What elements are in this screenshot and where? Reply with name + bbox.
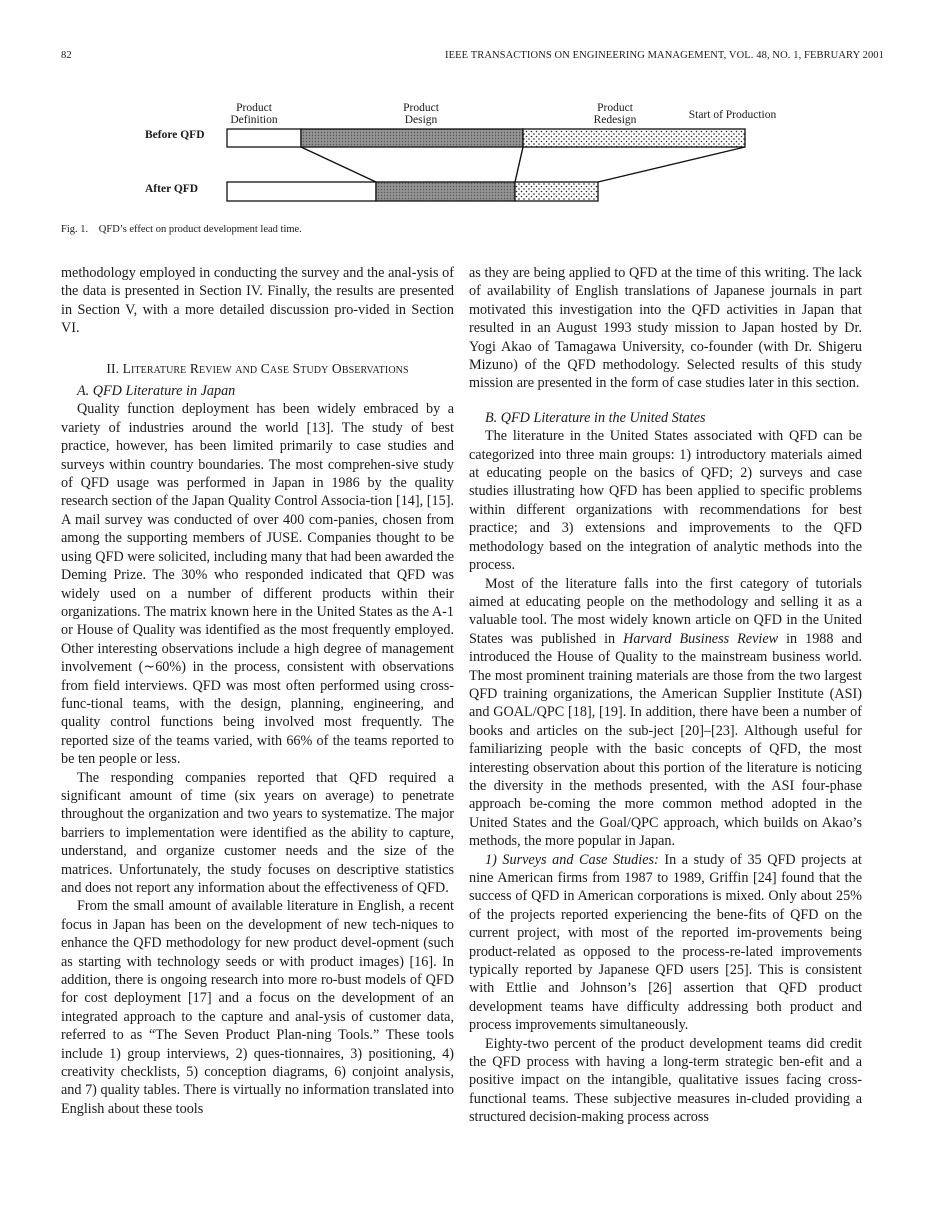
subsubsection-heading: 1) Surveys and Case Studies: bbox=[485, 851, 659, 868]
caption-text: QFD’s effect on product development lead time. bbox=[98, 224, 302, 235]
figure-lead-time bbox=[0, 95, 950, 215]
journal-title: IEEE TRANSACTIONS ON ENGINEERING MANAGEMENT, VOL. 48, NO. 1, FEBRUARY 2001 bbox=[445, 50, 884, 61]
row-label-after: After QFD bbox=[145, 183, 199, 195]
journal-name: Harvard Business Review bbox=[623, 630, 779, 647]
paragraph bbox=[469, 851, 862, 1035]
label-line: Design bbox=[404, 114, 438, 126]
paragraph: Eighty-two percent of the product development teams did credit the QFD process with having a long-term strategic ben-efit and a positive impact on the intangible, qualitative issues facing cross-functional teams. These subjective measures in-cluded providing a structured decision-making process across bbox=[469, 1035, 862, 1126]
paragraph: methodology employed in conducting the survey and the anal-ysis of the data is presented in Section IV. Finally, the results are presented in Section V, with a more detailed discussion pro-vided in Section VI. bbox=[61, 265, 454, 337]
label-line: Product bbox=[236, 102, 272, 114]
lead-time-bar-diagram bbox=[0, 95, 950, 215]
label-line: Definition bbox=[230, 114, 278, 126]
subsection-heading-a: A. QFD Literature in Japan bbox=[77, 383, 236, 400]
figure-number: Fig. 1. bbox=[61, 224, 89, 235]
left-column bbox=[61, 264, 454, 1118]
label-line: Product bbox=[597, 102, 633, 114]
label-product-redesign bbox=[584, 102, 646, 126]
after-qfd-bar bbox=[227, 182, 598, 201]
text-run: in 1988 and introduced the House of Quality to the mainstream business world. The most prominent training materials are those from the two largest QFD training organizations, the American Supplier Institute (ASI) and GOAL/QPC [18], [19]. In addition, there have been a number of books and articles on the sub-ject [20]–[23]. Although useful for familiarizing people with the basic concepts of QFD, the most interesting observation about this portion of the literature is noticing the diversity in the methods presented, with the ASI four-phase approach be-coming the more common method adopted in the United States and the Goal/QPC approach, which builds on Akao’s methods, the more popular in Japan. bbox=[469, 630, 862, 850]
text-run: Most of the literature falls into the first category of tutorials aimed at educating people on the methodology and selling it as a valuable tool. The most widely known article on QFD in the United States was published in bbox=[469, 575, 862, 647]
label-product-definition bbox=[222, 102, 286, 126]
row-label-before: Before QFD bbox=[145, 129, 205, 141]
figure-caption bbox=[61, 224, 302, 235]
paragraph: as they are being applied to QFD at the time of this writing. The lack of availability of English translations of Japanese journals in part motivated this investigation into the QFD activities in Japan that resulted in an August 1993 study mission to Japan hosted by Dr. Yogi Akao of Tamagawa University, co-founder (with Dr. Shigeru Mizuno) of the QFD methodology. Selected results of this study mission are presented in the form of case studies later in this section. bbox=[469, 265, 862, 392]
paragraph: Quality function deployment has been widely embraced by a variety of industries around the world [13]. The study of best practice, however, has been limited primarily to case studies and surveys within country boundaries. The most comprehen-sive study of QFD usage was performed in Japan in 1986 by the quality research section of the Japan Quality Control Associa-tion [14], [15]. A mail survey was conducted of over 400 com-panies, chosen from among the supporting members of JUSE. Companies thought to be using QFD were solicited, including many that had been awarded the Deming Prize. The 30% who responded indicated that QFD was widely used on a number of different products within their organizations. The matrix known here in the United States as the A-1 or House of Quality was identified as the most frequently employed. Other interesting observations include a high degree of management involvement (∼60%) in the process, consistent with observations from field interviews. QFD was most often performed using cross-func-tional teams, with the design, planning, engineering, and quality control functions being involved most frequently. The reported size of the teams varied, with 66% of the teams reported to be ten people or less. bbox=[61, 401, 454, 768]
page-number: 82 bbox=[61, 50, 72, 61]
label-line: Product bbox=[403, 102, 439, 114]
subsection-heading-b: B. QFD Literature in the United States bbox=[485, 409, 706, 426]
label-product-design bbox=[388, 102, 454, 126]
section-title: Literature Review and Case Study Observations bbox=[122, 360, 409, 376]
paragraph bbox=[469, 575, 862, 851]
right-column bbox=[469, 264, 862, 1127]
section-heading bbox=[61, 360, 454, 378]
running-header bbox=[0, 50, 950, 64]
paragraph: The responding companies reported that QFD required a significant amount of time (six years on average) to penetrate throughout the organization and two years to systematize. The major barriers to implementation were identified as the ability to capture, understand, and organize customer needs and the size of the matrices. Unfortunately, the study focuses on descriptive statistics and does not report any information about the effectiveness of QFD. bbox=[61, 769, 454, 896]
label-start-of-production: Start of Production bbox=[688, 109, 777, 121]
connector-lines bbox=[301, 147, 745, 182]
text-run: In a study of 35 QFD projects at nine American firms from 1987 to 1989, Griffin [24] found that the success of QFD in American corporations is mixed. Only about 25% of the projects reported experiencing the bene-fits of QFD on the current project, with most of the reported im-provements being product-related as opposed to the process-re-lated improvements typically reported by Japanese QFD users [25]. This is consistent with Ettlie and Johnson’s [26] assertion that QFD product development teams have difficulty addressing both product and process improvements simultaneously. bbox=[469, 851, 862, 1034]
before-qfd-bar bbox=[227, 129, 745, 147]
paragraph: The literature in the United States associated with QFD can be categorized into three main groups: 1) introductory materials aimed at educating people on the basics of QFD; 2) surveys and case studies illustrating how QFD has been applied to specific problems within different organizations with recommendations for best practice; and 3) extensions and improvements to the QFD methodology based on the integration of analytic methods into the process. bbox=[469, 428, 862, 574]
label-line: Redesign bbox=[593, 114, 637, 126]
paragraph: From the small amount of available literature in English, a recent focus in Japan has been on the development of new tech-niques to enhance the QFD methodology for new product devel-opment (such as starting with technology seeds or with product images) [16]. In addition, there is ongoing research into more ro-bust models of QFD for cost deployment [17] and a focus on the development of an integrated approach to the capture and anal-ysis of customer data, referred to as “The Seven Product Plan-ning Tools.” These tools include 1) group interviews, 2) ques-tionnaires, 3) positioning, 4) creativity checklists, 5) conception diagrams, 6) conjoint analysis, and 7) quality tables. There is virtually no information translated into English about these tools bbox=[61, 898, 454, 1117]
section-number: II. bbox=[106, 360, 120, 376]
